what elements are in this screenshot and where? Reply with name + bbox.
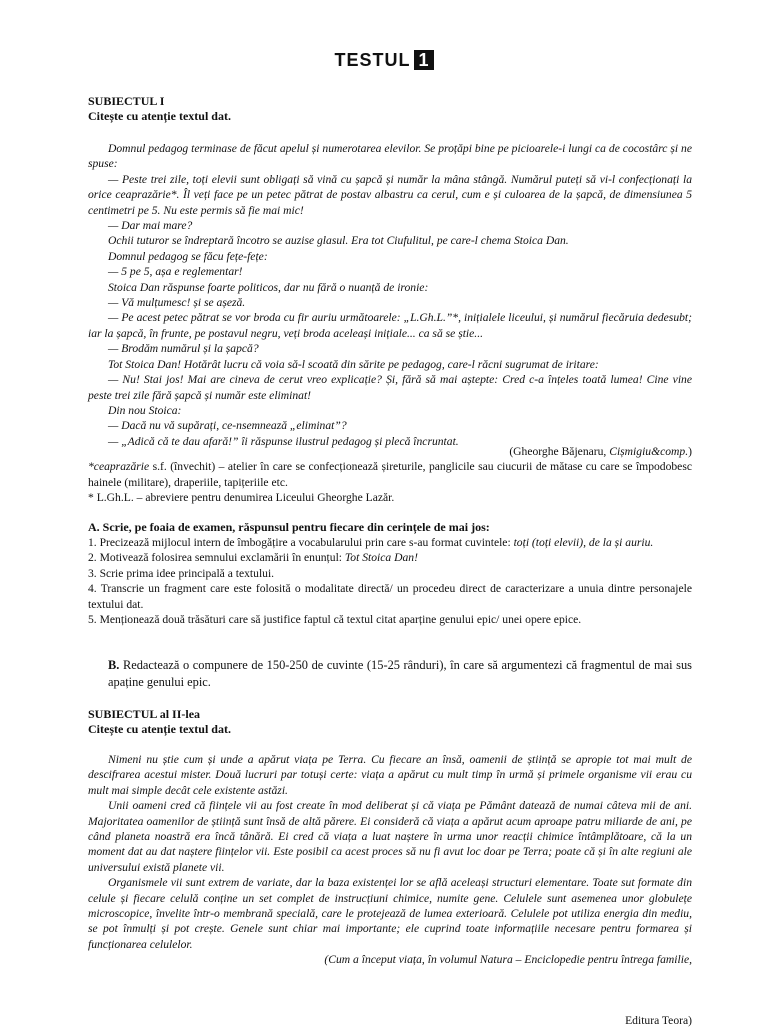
- task-text: 4. Transcrie un fragment care este folosită o modalitate directă/ un procedeu direct de caracterizare a unuia dintre personajele textului dat.: [88, 582, 692, 611]
- task-text: 3. Scrie prima idee principală a textului.: [88, 566, 275, 580]
- task-item: [88, 566, 692, 581]
- task-text: 1. Precizează mijlocul intern de îmbogățire a vocabularului prin care s-au format cuvintele:: [88, 536, 514, 549]
- footer-publisher: Editura Teora): [625, 1014, 692, 1027]
- footnote-text: * L.Gh.L. – abreviere pentru denumirea Liceului Gheorghe Lazăr.: [88, 491, 395, 505]
- text-line: — Dacă nu vă supărați, ce-nsemnează „eliminat”?: [108, 419, 347, 433]
- subject-2-instruction: Citește cu atenție textul dat.: [88, 722, 231, 736]
- text-line: Tot Stoica Dan! Hotărât lucru că voia să-l scoată din sărite pe pedagog, care-l răcni sugrumat de iritare:: [108, 357, 599, 371]
- task-text: 2. Motivează folosirea semnului exclamării în enunțul:: [88, 551, 345, 565]
- page-title: [0, 50, 768, 71]
- text-line: Ochii tuturor se îndreptară încotro se auzise glasul. Era tot Ciufulitul, pe care-l chema Stoica Dan.: [108, 234, 569, 248]
- text-line: — 5 pe 5, așa e reglementar!: [108, 265, 243, 279]
- subject-1-text: [88, 141, 692, 449]
- footnote: [88, 490, 692, 505]
- task-quote: toți (toți elevii), de la și auriu.: [513, 536, 654, 549]
- text-line: Stoica Dan răspunse foarte politicos, dar nu fără o nuanță de ironie:: [108, 280, 429, 294]
- source-start: (Cum a început viața, în volumul: [324, 953, 480, 967]
- task-b-label: B.: [108, 658, 120, 672]
- task-text: 5. Menționează două trăsături care să justifice faptul că textul citat aparține genului epic/ unei opere epice.: [88, 613, 582, 627]
- subject-1-heading: SUBIECTUL I: [88, 94, 165, 108]
- task-item: [88, 581, 692, 612]
- source-end: ): [688, 445, 692, 458]
- source-author: (Gheorghe Băjenaru,: [509, 445, 610, 458]
- tasks-heading: A. Scrie, pe foaia de examen, răspunsul pentru fiecare din cerințele de mai jos:: [88, 520, 490, 534]
- subject-2-heading: SUBIECTUL al II-lea: [88, 707, 201, 721]
- text-line: Domnul pedagog terminase de făcut apelul și numerotarea elevilor. Se proțăpi bine pe picioarele-i lungi ca de cocostârc și ne spuse:: [88, 142, 692, 171]
- subject-2-section: [88, 707, 692, 737]
- paragraph: Nimeni nu știe cum și unde a apărut viața pe Terra. Cu fiecare an însă, oamenii de știință se apropie tot mai mult de descifrarea acestui mister. Două lucruri par totuși certe: viața a apărut cu mult timp în urmă și primele organisme vii erau cu mult mai simple decât cele existente astăzi.: [88, 753, 692, 797]
- subject-2-source: [88, 952, 692, 967]
- subject-1-section: [88, 94, 692, 124]
- task-item: [88, 550, 692, 565]
- text-line: — Dar mai mare?: [108, 219, 193, 233]
- text-line: — Vă mulțumesc! și se așeză.: [108, 296, 246, 310]
- title-text: TESTUL: [334, 50, 411, 70]
- title-number-badge: 1: [414, 50, 433, 70]
- task-item: [88, 612, 692, 627]
- subject-1-instruction: Citește cu atenție textul dat.: [88, 109, 231, 123]
- source-citation: [88, 444, 692, 459]
- subject-2-text: [88, 752, 692, 968]
- task-quote: Tot Stoica Dan!: [344, 551, 418, 565]
- subject-1-source: [88, 444, 692, 506]
- footnote: [88, 459, 692, 490]
- text-line: Domnul pedagog se făcu fețe-fețe:: [108, 249, 268, 263]
- footnote-term: *ceaprazărie: [88, 460, 150, 474]
- paragraph: Unii oameni cred că ființele vii au fost create în mod deliberat și că viața pe Pământ datează de numai câteva mii de ani. Majoritatea oamenilor de știință sunt însă de altă părere. Ei consideră că viața a apărut acum aproape patru miliarde de ani, pe când planeta noastră era încă tânără. Ei cred că viața a luat naștere în urma unor reacții chimice întâmplătoare, că la un moment dat au dat naștere ființelor vii. Este posibil ca acest proces să nu fi avut loc doar pe Terra; poate că și în alte regiuni ale universului există planete vii.: [88, 799, 692, 874]
- task-b: [108, 657, 692, 691]
- source-title: Cișmigiu&comp.: [609, 445, 689, 458]
- footnote-text: s.f. (învechit) – atelier în care se confecționează șireturile, panglicile sau ciucurii de mătase cu care se împodobesc hainele (militare), draperiile, tapițeriile etc.: [88, 460, 692, 489]
- text-line: — „Adică că te dau afară!” îi răspunse ilustrul pedagog și plecă încruntat.: [108, 434, 459, 448]
- text-line: — Peste trei zile, toți elevii sunt obligați să vină cu șapcă și număr la mâna stângă. Numărul puteți să vi-l confecționați la orice ceaprazărie*. Îl veți face pe un petec pătrat de postav albastru ca cerul, cum e și culoarea de la șapcă, de dimensiunea 5 centimetri pe 5. Nu este permis să fie mai mic!: [88, 172, 692, 217]
- tasks-section: [88, 520, 692, 627]
- source-title: Natura – Enciclopedie pentru întrega familie,: [479, 953, 692, 967]
- text-line: — Pe acest petec pătrat se vor broda cu fir auriu următoarele: „L.Gh.L.”*, inițialele liceului, și numărul fiecăruia dedesubt; iar la șapcă, în frunte, pe postavul negru, veți broda aceleași inițiale... ca să se știe...: [88, 311, 692, 340]
- task-b-text: Redactează o compunere de 150-250 de cuvinte (15-25 rânduri), în care să argumentezi că fragmentul de mai sus apaține genului epic.: [108, 658, 692, 689]
- text-line: Din nou Stoica:: [108, 403, 182, 417]
- text-line: — Nu! Stai jos! Mai are cineva de cerut vreo explicație? Și, fără să mai aștepte: Cred c-a înțeles toată lumea! Cine vine peste trei zile fără șapcă și număr este eliminat!: [88, 373, 692, 402]
- text-line: — Brodăm numărul și la șapcă?: [108, 342, 259, 356]
- paragraph: Organismele vii sunt extrem de variate, dar la baza existenței lor se află aceleași structuri elementare. Toate sut formate din celule și fiecare celulă conține un set complet de instrucțiuni chimice, numite gene. Celulele sunt asemenea unor globulețe microscopice, învelite într-o membrană specială, care le protejează de lumea exterioară. Celulele pot utiliza energia din mediu, se pot înmulți și pot crește. Genele sunt chiar mai importante; ele cuprind toate informațiile necesare pentru formarea și funcționarea celulelor.: [88, 876, 692, 951]
- task-item: [88, 535, 692, 550]
